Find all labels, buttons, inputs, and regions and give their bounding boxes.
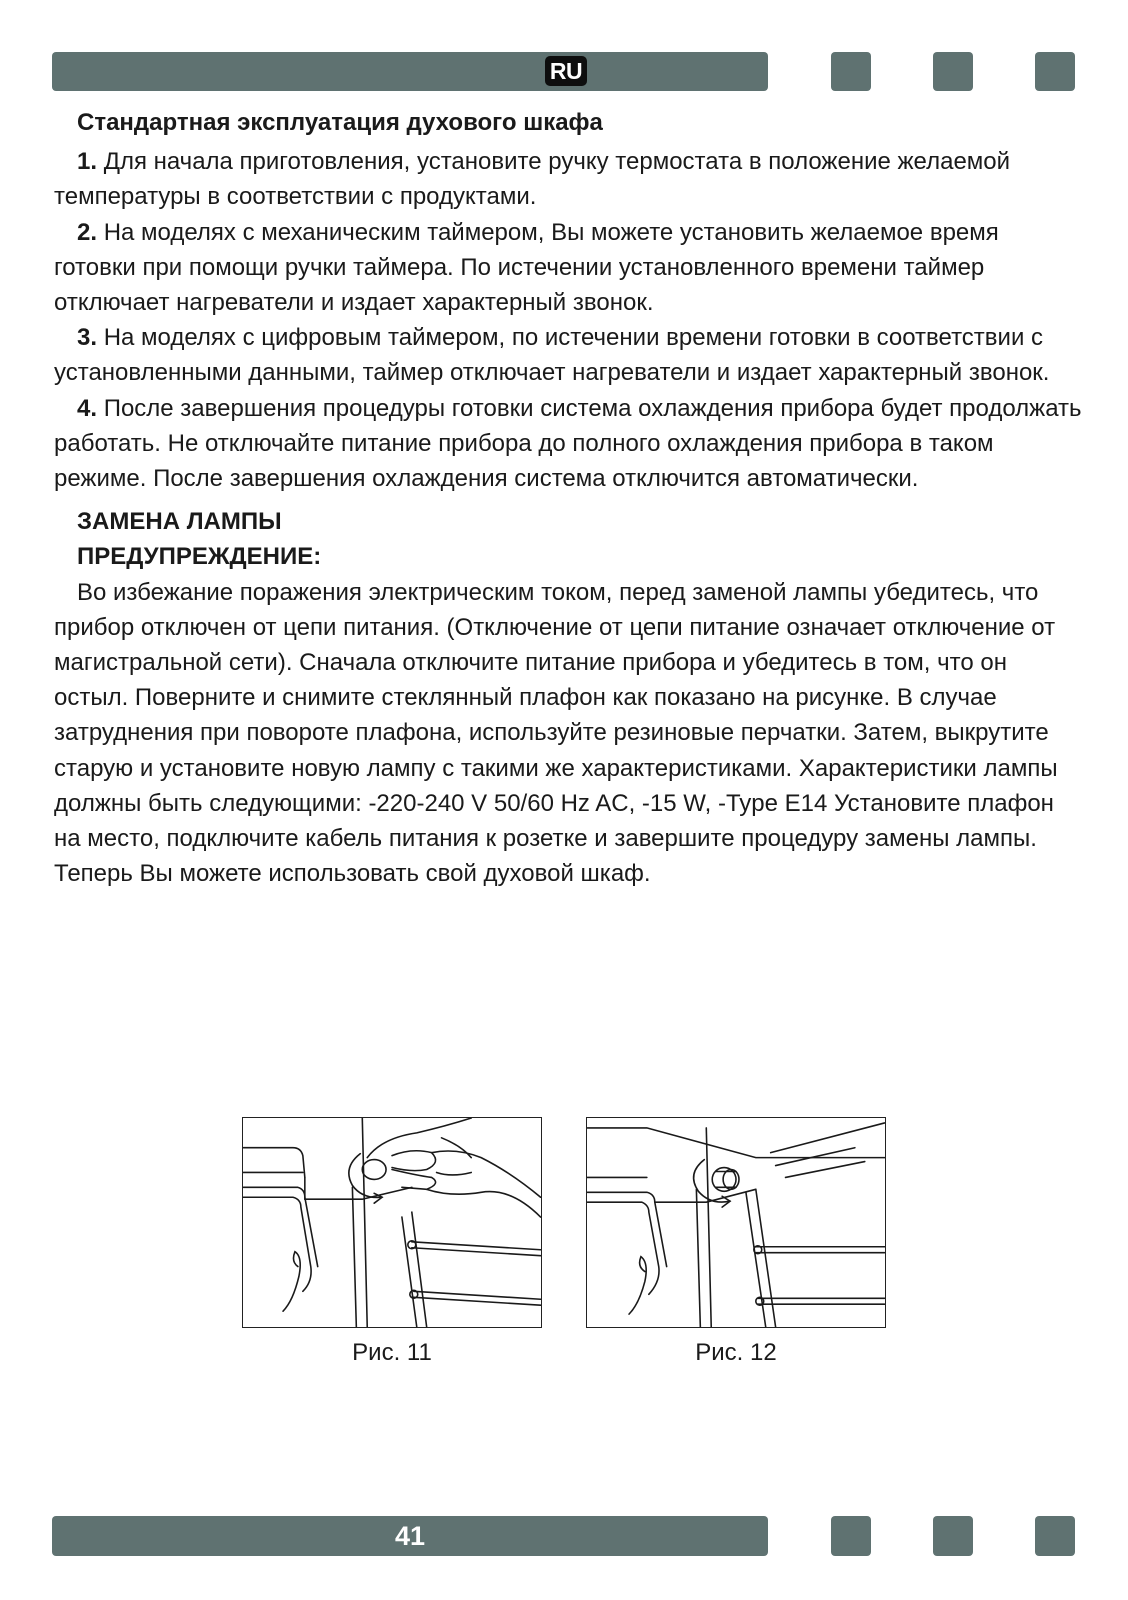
section-heading: ЗАМЕНА ЛАМПЫ [77, 508, 282, 536]
section-title: Стандартная эксплуатация духового шкафа [77, 109, 603, 136]
language-badge: RU [545, 56, 587, 86]
figure-11-caption: Рис. 11 [352, 1339, 432, 1366]
list-item [54, 391, 1084, 497]
figure-12-illustration [586, 1117, 886, 1328]
figure-12-caption: Рис. 12 [695, 1339, 777, 1366]
footer-square-1 [831, 1516, 871, 1556]
item-number: 3. [77, 324, 98, 352]
list-item [54, 215, 1084, 321]
item-number: 1. [77, 148, 98, 176]
warning-heading: ПРЕДУПРЕЖДЕНИЕ: [77, 543, 322, 571]
page-number: 41 [394, 1521, 426, 1551]
footer-square-3 [1035, 1516, 1075, 1556]
header-square-2 [933, 52, 973, 91]
figure-11-illustration [242, 1117, 542, 1328]
page-content [54, 105, 1084, 891]
list-item [54, 144, 1084, 214]
header-square-3 [1035, 52, 1075, 91]
item-text: На моделях с цифровым таймером, по истечении времени готовки в соответствии с установленными данными, таймер отключает нагреватели и издает характерный звонок. [54, 324, 1050, 387]
item-text: Для начала приготовления, установите ручку термостата в положение желаемой температуры в соответствии с продуктами. [54, 148, 1011, 211]
item-number: 4. [77, 394, 98, 422]
footer-square-2 [933, 1516, 973, 1556]
item-number: 2. [77, 218, 98, 246]
item-text: После завершения процедуры готовки система охлаждения прибора будет продолжать работать. Не отключайте питание прибора до полного охлаждения прибора в таком режиме. После завершения охлаждения система отключится автоматически. [54, 394, 1082, 493]
list-item [54, 320, 1084, 390]
header-bar [52, 52, 768, 91]
header-square-1 [831, 52, 871, 91]
item-text: На моделях с механическим таймером, Вы можете установить желаемое время готовки при помощи ручки таймера. По истечении установленного времени таймер отключает нагреватели и издает характерный звонок. [54, 218, 999, 317]
warning-body: Во избежание поражения электрическим током, перед заменой лампы убедитесь, что прибор отключен от цепи питания. (Отключение от цепи питание означает отключение от магистральной сети). Сначала отключите питание прибора и убедитесь в том, что он остыл. Поверните и снимите стеклянный плафон как показано на рисунке. В случае затруднения при повороте плафона, используйте резиновые перчатки. Затем, выкрутите старую и установите новую лампу с такими же характеристиками. Характеристики лампы должны быть следующими: -220-240 V 50/60 Hz AC, -15 W, -Type E14 Установите плафон на место, подключите кабель питания к розетке и завершите процедуру замены лампы. Теперь Вы можете использовать свой духовой шкаф. [54, 578, 1058, 888]
